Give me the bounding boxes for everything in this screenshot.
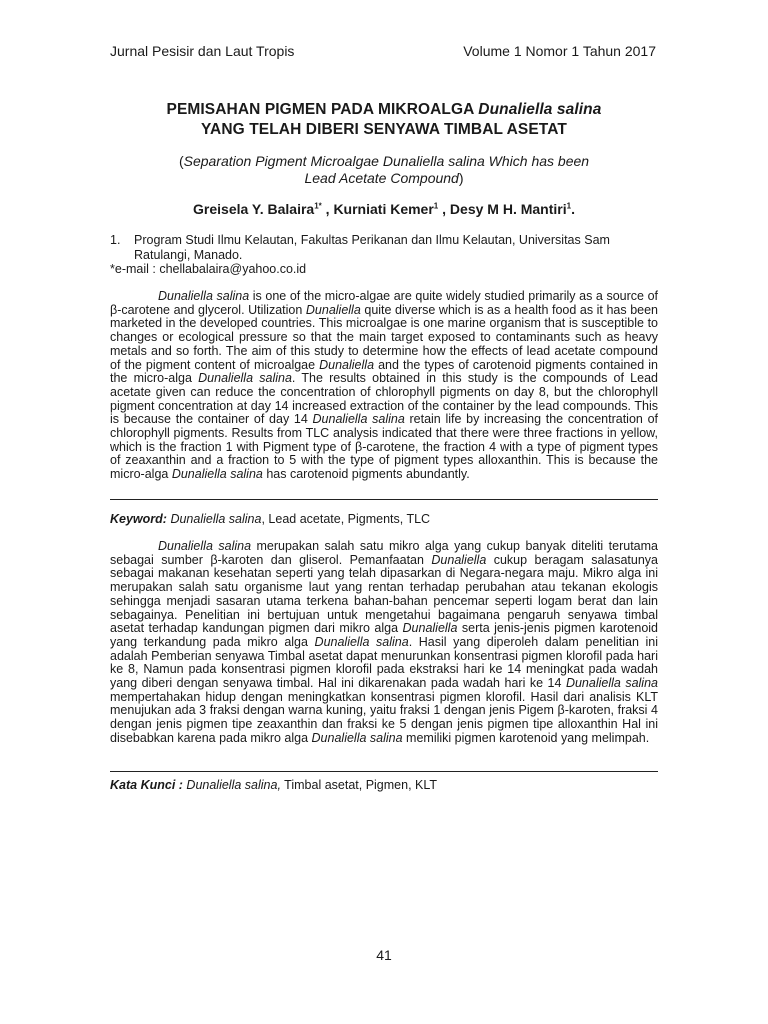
subtitle-text: Separation Pigment Microalgae Dunaliella salina Which has been Lead Acetate Compound [183, 153, 590, 186]
english-subtitle: (Separation Pigment Microalgae Dunaliella salina Which has been Lead Acetate Compound) [178, 153, 590, 186]
author-1: Greisela Y. Balaira [193, 201, 315, 217]
keywords-label: Keyword: [110, 512, 167, 526]
affiliation [110, 233, 658, 277]
keywords-english: Keyword: Dunaliella salina, Lead acetate, Pigments, TLC [110, 512, 431, 526]
divider [110, 771, 658, 772]
title-line1: PEMISAHAN PIGMEN PADA MIKROALGA [166, 101, 479, 118]
keywords-indonesian: Kata Kunci : Dunaliella salina, Timbal asetat, Pigmen, KLT [110, 778, 438, 792]
journal-name: Jurnal Pesisir dan Laut Tropis [110, 43, 295, 59]
title-species: Dunaliella salina [478, 101, 602, 118]
author-3: Desy M H. Mantiri [449, 201, 567, 217]
divider [110, 499, 658, 500]
paper-title [0, 100, 768, 140]
page-number: 41 [376, 947, 392, 963]
author-list: Greisela Y. Balaira$^{1*}$ , Kurniati Kemer$^1$ , Desy M H. Mantiri$^1$. [193, 201, 575, 217]
volume-info: Volume 1 Nomor 1 Tahun 2017 [463, 43, 656, 59]
author-2: Kurniati Kemer [333, 201, 434, 217]
author-email: *e-mail : chellabalaira@yahoo.co.id [110, 262, 307, 276]
abstract-english: Dunaliella salina is one of the micro-algae are quite widely studied primarily as a source of β-carotene and glycerol. Utilization Dunaliella quite diverse which is as a health food as it has been marketed in the developed countries. This microalgae is one marine organism that is susceptible to changes or ecological pressure so that the main target exposed to contaminants such as heavy metals and so forth. The aim of this study to determine how the effects of lead acetate compound of the pigment content of microalgae Dunaliella and the types of carotenoid pigments contained in the micro-alga Dunaliella salina. The results obtained in this study is the compounds of Lead acetate given can reduce the concentration of chlorophyll pigments on day 8, but the chlorophyll pigment concentration at day 14 increased extraction of the container by the lead compounds. This is because the container of day 14 Dunaliella salina retain life by increasing the concentration of chlorophyll pigments. Results from TLC analysis indicated that there were three fractions in yellow, which is the fraction 1 with Pigment type of β-carotene, the fraction 4 with a type of pigment types of zeaxanthin and a fraction to 5 with the type of pigment types alloxanthin. This is because the micro-alga Dunaliella salina has carotenoid pigments abundantly. [110, 289, 659, 482]
affiliation-number: 1. [110, 233, 121, 247]
title-line2: YANG TELAH DIBERI SENYAWA TIMBAL ASETAT [201, 121, 567, 138]
kata-kunci-label: Kata Kunci : [110, 778, 183, 792]
abstract-indonesian: Dunaliella salina merupakan salah satu mikro alga yang cukup banyak diteliti terutama sebagai sumber β-karoten dan gliserol. Pemanfaatan Dunaliella cukup beragam salasatunya sebagai makanan kesehatan seperti yang telah dipasarkan di Negara-negara maju. Mikro alga ini merupakan salah satu organisme laut yang rentan terhadap perubahan atau tekanan ekologis sehingga menjadi sasaran utama terkena bahan-bahan pencemar seperti logam berat dan lain sebagainya. Penelitian ini bertujuan untuk mengetahui bagaimana pengaruh senyawa timbal asetat terhadap kandungan pigmen dari mikro alga Dunaliella serta jenis-jenis pigmen karotenoid yang terkandung pada mikro alga Dunaliella salina. Hasil yang diperoleh dalam penelitian ini adalah Pemberian senyawa Timbal asetat dapat menurunkan konsentrasi pigmen klorofil pada hari ke 8, Namun pada konsentrasi pigmen klorofil pada ekstraksi hari ke 14 meningkat pada wadah yang diberi dengan senyawa timbal. Hal ini dikarenakan pada wadah hari ke 14 Dunaliella salina mempertahakan hidup dengan meningkatkan konsentrasi pigmen klorofil. Hasil dari analisis KLT menujukan ada 3 fraksi dengan warna kuning, yaitu fraksi 1 dengan jenis Pigem β-karoten, fraksi 4 dengan jenis pigmen tipe zeaxanthin dan fraksi ke 5 dengan jenis pigmen tipe alloxanthin Hal ini disebabkan karena pada mikro alga Dunaliella salina memiliki pigmen karotenoid yang melimpah. [110, 539, 659, 745]
affiliation-text: Program Studi Ilmu Kelautan, Fakultas Perikanan dan Ilmu Kelautan, Universitas Sam Ratulangi, Manado. [134, 233, 610, 262]
